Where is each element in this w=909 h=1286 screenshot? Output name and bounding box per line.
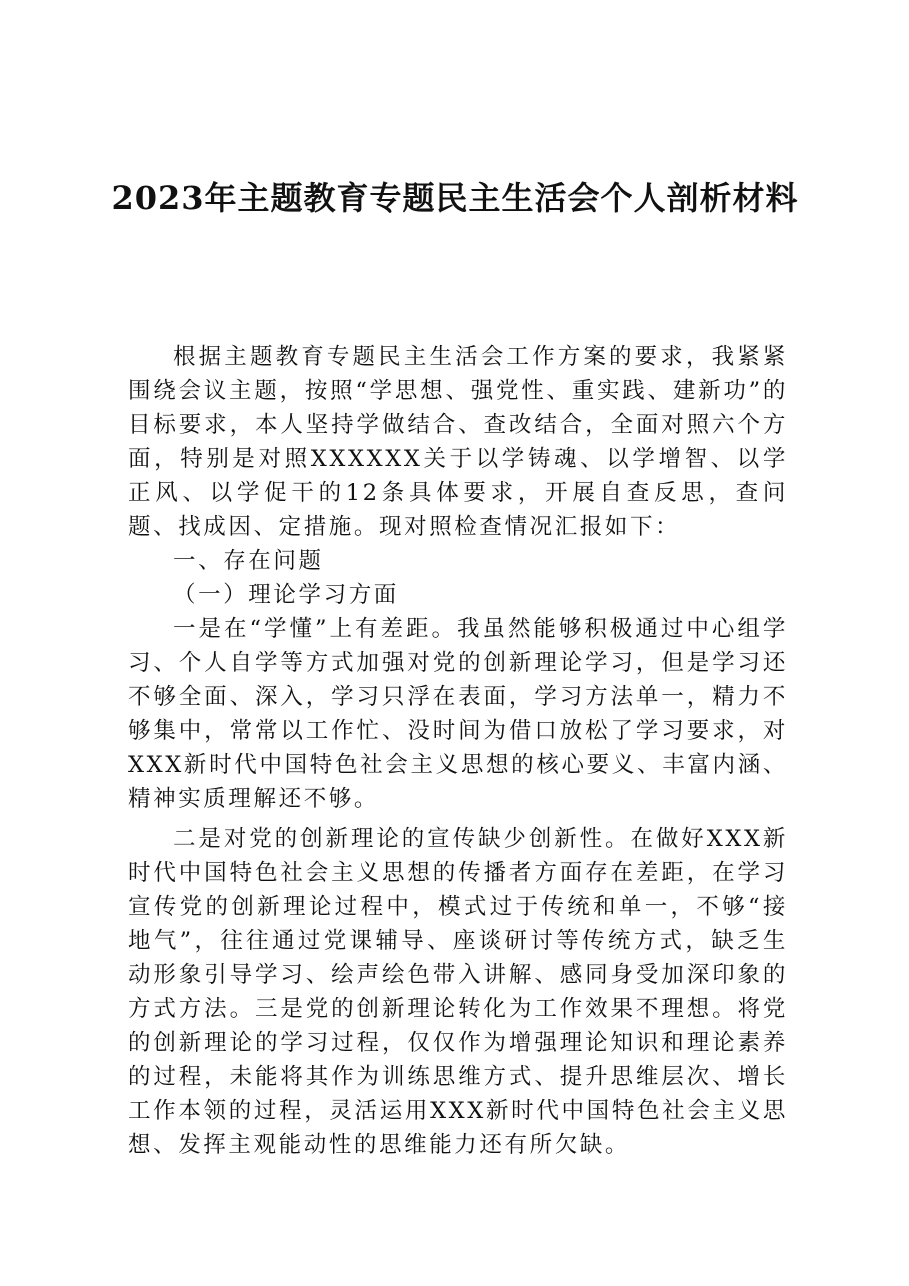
body-paragraph: 二是对党的创新理论的宣传缺少创新性。在做好XXX新时代中国特色社会主义思想的传播者方面存在差距，在学习宣传党的创新理论过程中，模式过于传统和单一，不够“接地气”，往往通过党课辅导、座谈研讨等传统方式，缺乏生动形象引导学习、绘声绘色带入讲解、感同身受加深印象的方式方法。三是党的创新理论转化为工作效果不理想。将党的创新理论的学习过程，仅仅作为增强理论知识和理论素养的过程，未能将其作为训练思维方式、提升思维层次、增长工作本领的过程，灵活运用XXX新时代中国特色社会主义思想、发挥主观能动性的思维能力还有所欠缺。 — [128, 826, 788, 1158]
document-body — [128, 340, 788, 1162]
section-heading: 一、存在问题 — [173, 548, 324, 574]
intro-paragraph: 根据主题教育专题民主生活会工作方案的要求，我紧紧围绕会议主题，按照“学思想、强党性、重实践、建新功”的目标要求，本人坚持学做结合、查改结合，全面对照六个方面，特别是对照XXXXXX关于以学铸魂、以学增智、以学正风、以学促干的12条具体要求，开展自查反思，查问题、找成因、定措施。现对照检查情况汇报如下： — [128, 344, 788, 540]
subsection-heading: （一）理论学习方面 — [173, 582, 399, 608]
body-paragraph: 一是在“学懂”上有差距。我虽然能够积极通过中心组学习、个人自学等方式加强对党的创新理论学习，但是学习还不够全面、深入，学习只浮在表面，学习方法单一，精力不够集中，常常以工作忙、没时间为借口放松了学习要求，对XXX新时代中国特色社会主义思想的核心要义、丰富内涵、精神实质理解还不够。 — [128, 616, 788, 812]
document-title: 2023年主题教育专题民主生活会个人剖析材料 — [111, 179, 799, 217]
